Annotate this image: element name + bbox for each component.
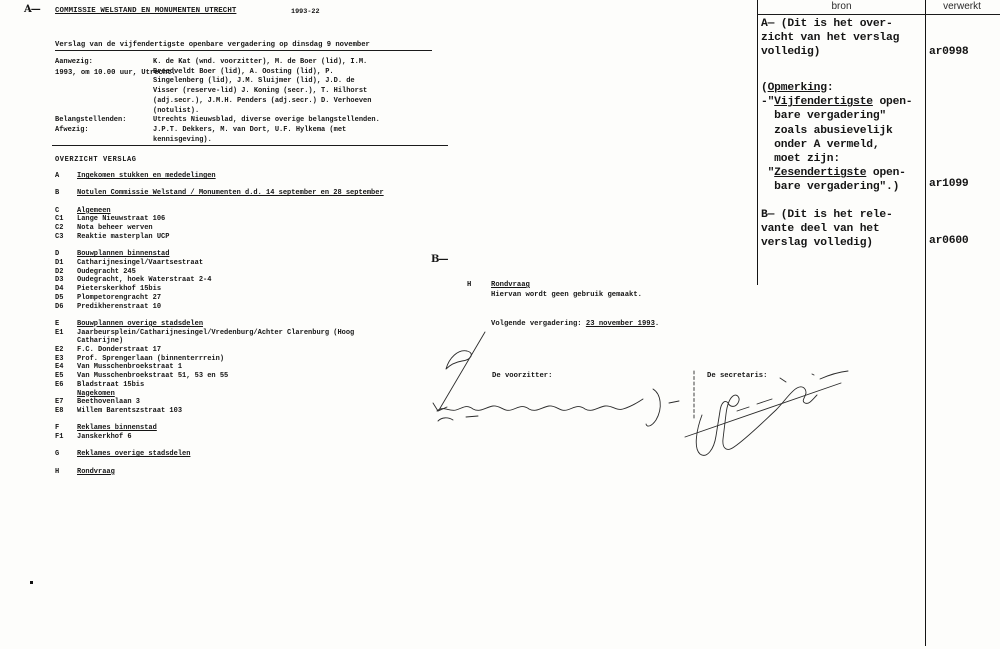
overview-item (55, 320, 384, 329)
overview-item-text: Van Musschenbroekstraat 1 (77, 363, 183, 372)
overview-item (55, 346, 384, 355)
overview-item-label: D6 (55, 302, 64, 311)
margin-note-segment: bare vergadering" (761, 110, 887, 123)
overview-item (55, 363, 384, 372)
overview-group (55, 207, 384, 242)
document-intro-line: 1993, om 10.00 uur, Utrecht. (55, 69, 176, 78)
overview-item-text: Bouwplannen overige stadsdelen (77, 319, 204, 328)
overview-item (55, 268, 384, 277)
overview-item-text: Reklames binnenstad (77, 424, 157, 433)
overview-item-label: D3 (55, 276, 64, 285)
section-h-title: Rondvraag (491, 281, 530, 289)
margin-note-line: verslag volledig) (761, 237, 873, 250)
overview-item (55, 433, 384, 442)
overview-item (55, 259, 384, 268)
attendance-line: Breedveldt Boer (lid), A. Oosting (lid), P. (153, 67, 334, 76)
overview-item-text: Bouwplannen binnenstad (77, 250, 170, 259)
overview-item-label: D4 (55, 285, 64, 294)
overview-item (55, 285, 384, 294)
margin-note-segment: Opmerking (767, 82, 827, 94)
margin-note-segment: moet zijn: (761, 153, 840, 166)
overview-item-label: E8 (55, 406, 64, 415)
next-meeting-date: 23 november 1993 (585, 320, 655, 328)
overview-item (55, 424, 384, 433)
overview-group (55, 250, 384, 311)
margin-marker-b: B— (431, 254, 448, 265)
overview-item (55, 233, 384, 242)
horizontal-rule (52, 145, 448, 146)
margin-note-segment: ( (761, 82, 768, 94)
overview-item (55, 450, 384, 459)
overview-item-text: Janskerkhof 6 (77, 433, 132, 442)
margin-remark (761, 81, 912, 195)
next-meeting-suffix: . (654, 320, 660, 328)
overview-item (55, 189, 384, 198)
margin-note-line (761, 95, 912, 109)
overview-item-label: E1 (55, 328, 64, 337)
overview-item-label: F1 (55, 433, 64, 442)
overview-item-text: Ingekomen stukken en mededelingen (77, 172, 216, 180)
overview-group (55, 172, 384, 181)
margin-note-line (761, 166, 912, 180)
attendance-label-afwezig: Afwezig: (55, 126, 89, 134)
overview-item-label: G (55, 450, 60, 459)
overview-item-text: Algemeen (77, 206, 111, 215)
overview-item-text: Bladstraat 15bis (77, 380, 145, 389)
overview-item (55, 407, 384, 416)
overview-item-label: D1 (55, 258, 64, 267)
margin-note-line: A— (Dit is het over- (761, 18, 893, 30)
overview-item-label: E2 (55, 346, 64, 354)
margin-note-line: volledig) (761, 46, 821, 59)
horizontal-rule (55, 50, 432, 51)
margin-note-segment: onder A vermeld, (761, 138, 880, 151)
attendance-line: (adj.secr.), J.M.H. Penders (adj.secr.) D. Verhoeven (153, 96, 372, 105)
attendance-line: kennisgeving). (153, 135, 212, 144)
secretary-signature-label: De secretaris: (707, 372, 768, 380)
overview-item (55, 172, 384, 181)
overview-item-label: E5 (55, 372, 64, 381)
margin-header-bron: bron (831, 1, 852, 12)
overview-item-text: Prof. Sprengerlaan (binnenterrrein) (77, 354, 225, 363)
section-h-label: H (467, 281, 472, 289)
attendance-line: Visser (reserve-lid) J. Koning (secr.), T. Hilhorst (153, 87, 368, 96)
margin-note-line (761, 152, 912, 166)
margin-note-segment: Vijfendertigste (774, 96, 873, 109)
overview-item-label: C2 (55, 224, 64, 233)
margin-note-segment: open- (872, 96, 913, 109)
next-meeting-label: Volgende vergadering: (491, 320, 586, 328)
margin-note-segment: Zesendertigste (774, 167, 867, 180)
margin-note-line (761, 81, 912, 95)
overview-list (55, 172, 384, 485)
margin-header-verwerkt: verwerkt (943, 1, 981, 12)
overview-item-label: C (55, 206, 60, 215)
overview-item-text: Reaktie masterplan UCP (77, 232, 170, 241)
overview-item (55, 215, 384, 224)
overview-item (55, 398, 384, 407)
overview-heading: OVERZICHT VERSLAG (55, 156, 137, 164)
margin-note-line (761, 109, 912, 123)
margin-note-b (761, 208, 893, 251)
overview-item-text: Oudegracht, hoek Waterstraat 2-4 (77, 276, 212, 285)
overview-item-text: Predikherenstraat 10 (77, 302, 162, 311)
overview-item-text: F.C. Donderstraat 17 (77, 346, 162, 354)
margin-column-divider (925, 0, 926, 646)
margin-note-segment: open- (866, 167, 906, 180)
margin-header-rule (757, 14, 1000, 15)
overview-item-text: Catharijnesingel/Vaartsestraat (77, 258, 204, 267)
overview-item-text: Reklames overige stadsdelen (77, 450, 191, 459)
overview-item-text: Beethovenlaan 3 (77, 398, 141, 407)
overview-item (55, 329, 384, 338)
margin-note-line (761, 180, 912, 194)
scan-artifact-dot (30, 581, 33, 584)
margin-note-segment: " (761, 167, 775, 180)
chairman-signature (433, 332, 679, 426)
attendance-label-belangstellenden: Belangstellenden: (55, 116, 127, 124)
overview-item-text: Notulen Commissie Welstand / Monumenten d.d. 14 september en 28 september (77, 189, 384, 198)
attendance-label-aanwezig: Aanwezig: (55, 58, 93, 66)
margin-note-line (761, 138, 912, 152)
overview-item-text: Plompetorengracht 27 (77, 293, 162, 302)
document-title: COMMISSIE WELSTAND EN MONUMENTEN UTRECHT (55, 7, 237, 15)
overview-item-text: Pieterskerkhof 15bis (77, 285, 162, 294)
overview-item-label: D2 (55, 267, 64, 276)
margin-note-segment: -" (761, 96, 775, 109)
overview-item-text: Van Musschenbroekstraat 51, 53 en 55 (77, 372, 229, 381)
overview-item-label: E7 (55, 398, 64, 407)
overview-group (55, 189, 384, 198)
overview-item-label: E (55, 319, 60, 328)
margin-note-line (761, 124, 912, 138)
overview-item-label: E4 (55, 363, 64, 372)
margin-note-segment: bare vergadering".) (761, 181, 900, 194)
overview-item (55, 468, 384, 477)
overview-item-text: Nota beheer werven (77, 224, 153, 233)
overview-item-label: B (55, 189, 60, 198)
overview-item-label: F (55, 424, 60, 433)
overview-item (55, 337, 384, 346)
overview-item (55, 381, 384, 390)
attendance-lines (153, 58, 380, 145)
margin-note-a (761, 17, 899, 60)
margin-note-line: vante deel van het (761, 223, 880, 236)
overview-item-label: E3 (55, 354, 64, 363)
overview-group (55, 424, 384, 441)
overview-item-text: Nagekomen (77, 389, 115, 398)
margin-note-segment: : (826, 82, 834, 94)
overview-item (55, 372, 384, 381)
verwerkt-code-b: ar0600 (929, 235, 969, 247)
margin-left-border (757, 0, 758, 285)
attendance-line: K. de Kat (wnd. voorzitter), M. de Boer (lid), I.M. (153, 58, 368, 66)
margin-note-line: zicht van het verslag (761, 32, 900, 45)
overview-item (55, 276, 384, 285)
signatures-graphic (415, 325, 875, 475)
overview-item-label: D5 (55, 293, 64, 302)
document-intro-line: Verslag van de vijfendertigste openbare vergadering op dinsdag 9 november (55, 41, 370, 50)
overview-item-text: Catharijne) (77, 337, 124, 346)
overview-item (55, 207, 384, 216)
overview-item (55, 250, 384, 259)
overview-item (55, 355, 384, 364)
overview-item-label: D (55, 250, 60, 259)
overview-item-label: C1 (55, 215, 64, 224)
overview-item (55, 294, 384, 303)
overview-group (55, 450, 384, 459)
overview-group (55, 468, 384, 477)
overview-item (55, 390, 384, 399)
overview-item-label: E6 (55, 380, 64, 389)
overview-item (55, 303, 384, 312)
overview-item-label: A (55, 172, 60, 180)
secretary-signature (685, 371, 848, 455)
overview-group (55, 320, 384, 416)
overview-item-text: Willem Barentszstraat 103 (77, 406, 183, 415)
attendance-line: Singelenberg (lid), J.M. Sluijmer (lid), J.D. de (153, 77, 355, 86)
margin-note-line: B— (Dit is het rele- (761, 209, 893, 221)
margin-marker-a: A— (24, 4, 40, 15)
attendance-line: Utrechts Nieuwsblad, diverse overige belangstellenden. (153, 116, 380, 125)
overview-item-text: Rondvraag (77, 467, 115, 476)
attendance-line: J.P.T. Dekkers, M. van Dort, U.F. Hylkema (met (153, 125, 347, 134)
overview-item-label: C3 (55, 232, 64, 241)
attendance-line: (notulist). (153, 106, 200, 115)
chairman-signature-label: De voorzitter: (492, 372, 553, 380)
document-number: 1993-22 (291, 8, 320, 16)
verwerkt-code-remark: ar1099 (929, 178, 969, 190)
overview-item-text: Jaarbeursplein/Catharijnesingel/Vredenburg/Achter Clarenburg (Hoog (77, 328, 355, 337)
overview-item-text: Oudegracht 245 (77, 267, 136, 276)
verwerkt-code-a: ar0998 (929, 46, 969, 58)
margin-note-segment: zoals abusievelijk (761, 124, 893, 137)
section-h-body: Hiervan wordt geen gebruik gemaakt. (491, 291, 642, 299)
overview-item (55, 224, 384, 233)
overview-item-label: H (55, 467, 60, 476)
overview-item-text: Lange Nieuwstraat 106 (77, 215, 166, 224)
